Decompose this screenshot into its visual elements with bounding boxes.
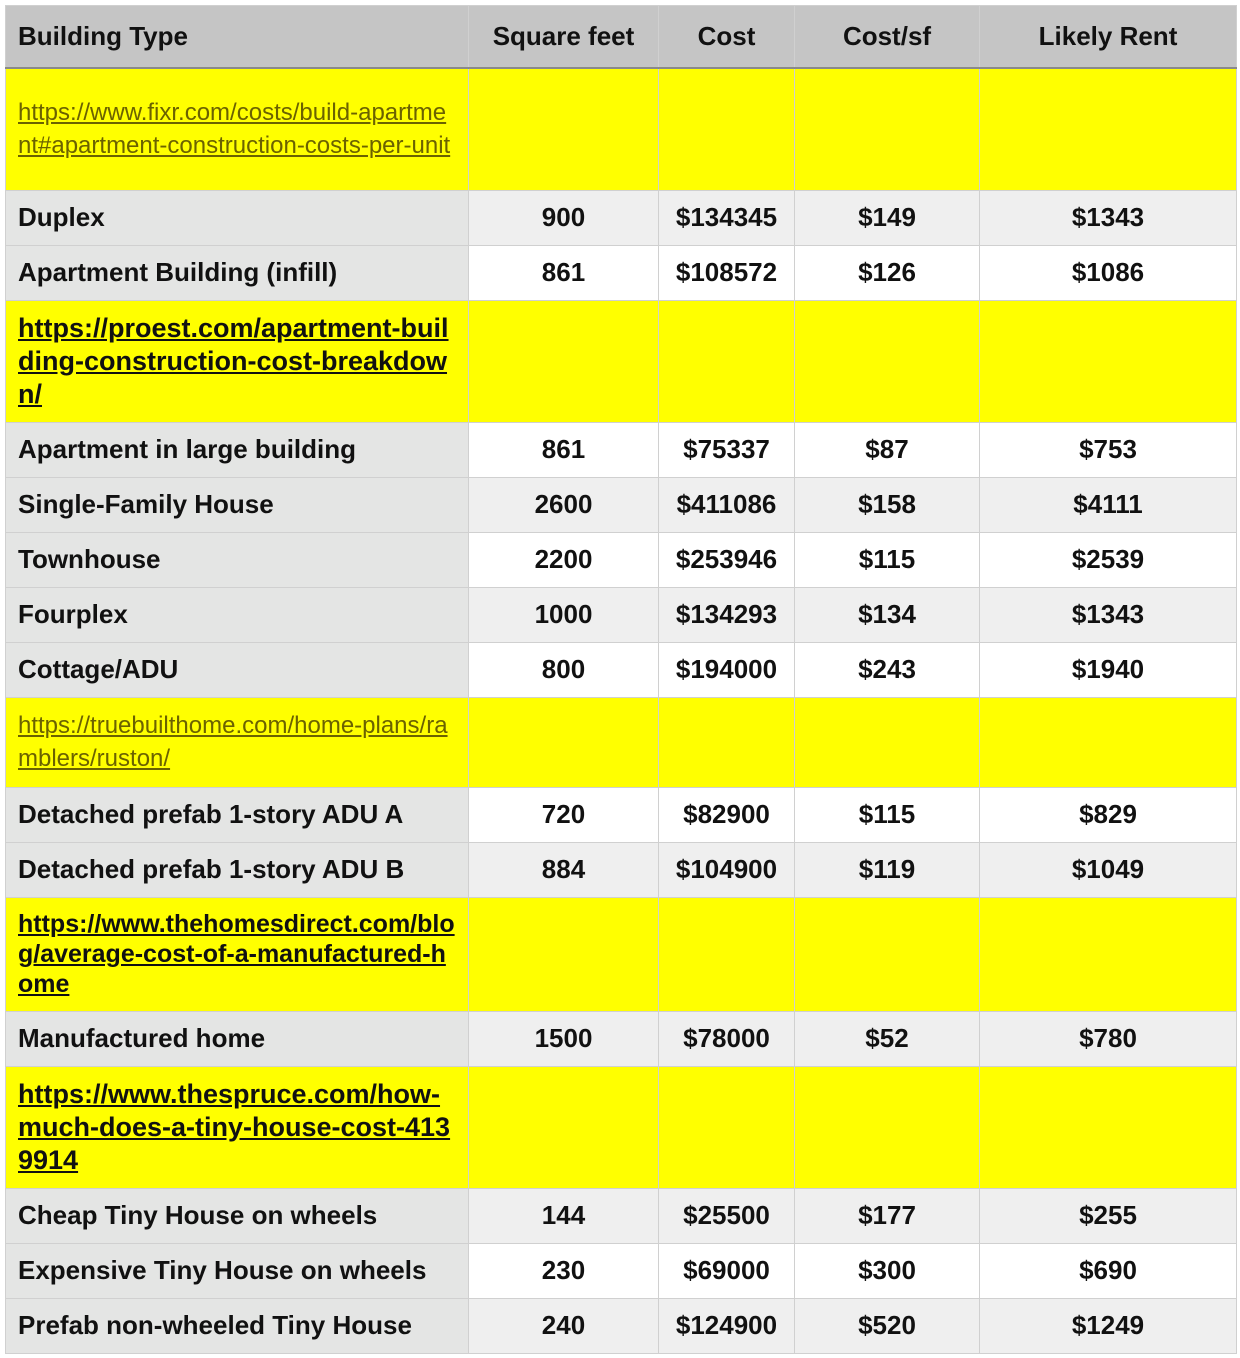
source-cell bbox=[6, 1066, 469, 1188]
cost-cell: $124900 bbox=[659, 1298, 795, 1353]
building-type-cell: Townhouse bbox=[6, 532, 469, 587]
building-type-cell: Detached prefab 1-story ADU A bbox=[6, 787, 469, 842]
source-link[interactable]: https://www.thespruce.com/how-much-does-a-tiny-house-cost-4139914 bbox=[18, 1078, 451, 1175]
building-type-cell: Single-Family House bbox=[6, 477, 469, 532]
cost-cell: $82900 bbox=[659, 787, 795, 842]
source-row bbox=[6, 68, 1237, 190]
building-type-cell: Expensive Tiny House on wheels bbox=[6, 1243, 469, 1298]
likely-rent-cell: $1940 bbox=[980, 642, 1237, 697]
likely-rent-cell: $829 bbox=[980, 787, 1237, 842]
cost-table-container bbox=[5, 5, 1236, 1354]
square-feet-cell: 2200 bbox=[469, 532, 659, 587]
source-cell bbox=[6, 68, 469, 190]
square-feet-cell: 230 bbox=[469, 1243, 659, 1298]
likely-rent-cell: $1343 bbox=[980, 587, 1237, 642]
cost-per-sf-cell: $520 bbox=[795, 1298, 980, 1353]
cost-cell: $104900 bbox=[659, 842, 795, 897]
cost-per-sf-cell: $243 bbox=[795, 642, 980, 697]
likely-rent-cell: $255 bbox=[980, 1188, 1237, 1243]
likely-rent-cell: $1049 bbox=[980, 842, 1237, 897]
cost-per-sf-cell: $87 bbox=[795, 422, 980, 477]
source-link[interactable]: https://proest.com/apartment-building-construction-cost-breakdown/ bbox=[18, 312, 449, 409]
cost-per-sf-cell: $126 bbox=[795, 245, 980, 300]
likely-rent-cell: $1343 bbox=[980, 190, 1237, 245]
square-feet-cell: 2600 bbox=[469, 477, 659, 532]
building-type-cell: Cheap Tiny House on wheels bbox=[6, 1188, 469, 1243]
square-feet-cell: 720 bbox=[469, 787, 659, 842]
source-cell bbox=[6, 897, 469, 1011]
header-building-type[interactable]: Building Type bbox=[6, 6, 469, 69]
table-row bbox=[6, 477, 1237, 532]
square-feet-cell: 884 bbox=[469, 842, 659, 897]
building-type-cell: Fourplex bbox=[6, 587, 469, 642]
table-row bbox=[6, 787, 1237, 842]
source-link[interactable]: https://www.fixr.com/costs/build-apartment#apartment-construction-costs-per-unit bbox=[18, 99, 451, 160]
table-row bbox=[6, 587, 1237, 642]
square-feet-cell: 900 bbox=[469, 190, 659, 245]
likely-rent-cell: $780 bbox=[980, 1011, 1237, 1066]
source-cell bbox=[6, 697, 469, 787]
source-cell bbox=[6, 300, 469, 422]
table-row bbox=[6, 422, 1237, 477]
source-link[interactable]: https://truebuilthome.com/home-plans/ramblers/ruston/ bbox=[18, 712, 448, 772]
cost-per-sf-cell: $134 bbox=[795, 587, 980, 642]
header-cost[interactable]: Cost bbox=[659, 6, 795, 69]
cost-per-sf-cell: $119 bbox=[795, 842, 980, 897]
cost-cell: $134345 bbox=[659, 190, 795, 245]
header-square-feet[interactable]: Square feet bbox=[469, 6, 659, 69]
table-row bbox=[6, 532, 1237, 587]
building-type-cell: Cottage/ADU bbox=[6, 642, 469, 697]
square-feet-cell: 861 bbox=[469, 422, 659, 477]
square-feet-cell: 861 bbox=[469, 245, 659, 300]
likely-rent-cell: $1086 bbox=[980, 245, 1237, 300]
likely-rent-cell: $690 bbox=[980, 1243, 1237, 1298]
cost-cell: $78000 bbox=[659, 1011, 795, 1066]
building-type-cell: Apartment in large building bbox=[6, 422, 469, 477]
cost-cell: $108572 bbox=[659, 245, 795, 300]
building-type-cell: Manufactured home bbox=[6, 1011, 469, 1066]
likely-rent-cell: $1249 bbox=[980, 1298, 1237, 1353]
source-row bbox=[6, 897, 1237, 1011]
source-row bbox=[6, 300, 1237, 422]
header-cost-per-sf[interactable]: Cost/sf bbox=[795, 6, 980, 69]
header-row bbox=[6, 6, 1237, 69]
table-row bbox=[6, 1298, 1237, 1353]
header-likely-rent[interactable]: Likely Rent bbox=[980, 6, 1237, 69]
table-row bbox=[6, 190, 1237, 245]
cost-cell: $25500 bbox=[659, 1188, 795, 1243]
cost-per-sf-cell: $177 bbox=[795, 1188, 980, 1243]
likely-rent-cell: $4111 bbox=[980, 477, 1237, 532]
likely-rent-cell: $2539 bbox=[980, 532, 1237, 587]
cost-per-sf-cell: $300 bbox=[795, 1243, 980, 1298]
cost-per-sf-cell: $115 bbox=[795, 787, 980, 842]
square-feet-cell: 144 bbox=[469, 1188, 659, 1243]
building-type-cell: Prefab non-wheeled Tiny House bbox=[6, 1298, 469, 1353]
building-type-cell: Duplex bbox=[6, 190, 469, 245]
square-feet-cell: 800 bbox=[469, 642, 659, 697]
table-row bbox=[6, 1011, 1237, 1066]
source-row bbox=[6, 697, 1237, 787]
building-cost-table bbox=[5, 5, 1237, 1354]
square-feet-cell: 1500 bbox=[469, 1011, 659, 1066]
cost-cell: $69000 bbox=[659, 1243, 795, 1298]
cost-per-sf-cell: $115 bbox=[795, 532, 980, 587]
cost-per-sf-cell: $158 bbox=[795, 477, 980, 532]
table-row bbox=[6, 842, 1237, 897]
cost-cell: $75337 bbox=[659, 422, 795, 477]
source-row bbox=[6, 1066, 1237, 1188]
square-feet-cell: 240 bbox=[469, 1298, 659, 1353]
table-row bbox=[6, 1188, 1237, 1243]
source-link[interactable]: https://www.thehomesdirect.com/blog/average-cost-of-a-manufactured-home bbox=[18, 910, 455, 998]
cost-cell: $411086 bbox=[659, 477, 795, 532]
cost-cell: $253946 bbox=[659, 532, 795, 587]
building-type-cell: Detached prefab 1-story ADU B bbox=[6, 842, 469, 897]
building-type-cell: Apartment Building (infill) bbox=[6, 245, 469, 300]
table-row bbox=[6, 1243, 1237, 1298]
cost-cell: $194000 bbox=[659, 642, 795, 697]
cost-per-sf-cell: $149 bbox=[795, 190, 980, 245]
cost-per-sf-cell: $52 bbox=[795, 1011, 980, 1066]
table-row bbox=[6, 642, 1237, 697]
cost-cell: $134293 bbox=[659, 587, 795, 642]
square-feet-cell: 1000 bbox=[469, 587, 659, 642]
likely-rent-cell: $753 bbox=[980, 422, 1237, 477]
table-row bbox=[6, 245, 1237, 300]
